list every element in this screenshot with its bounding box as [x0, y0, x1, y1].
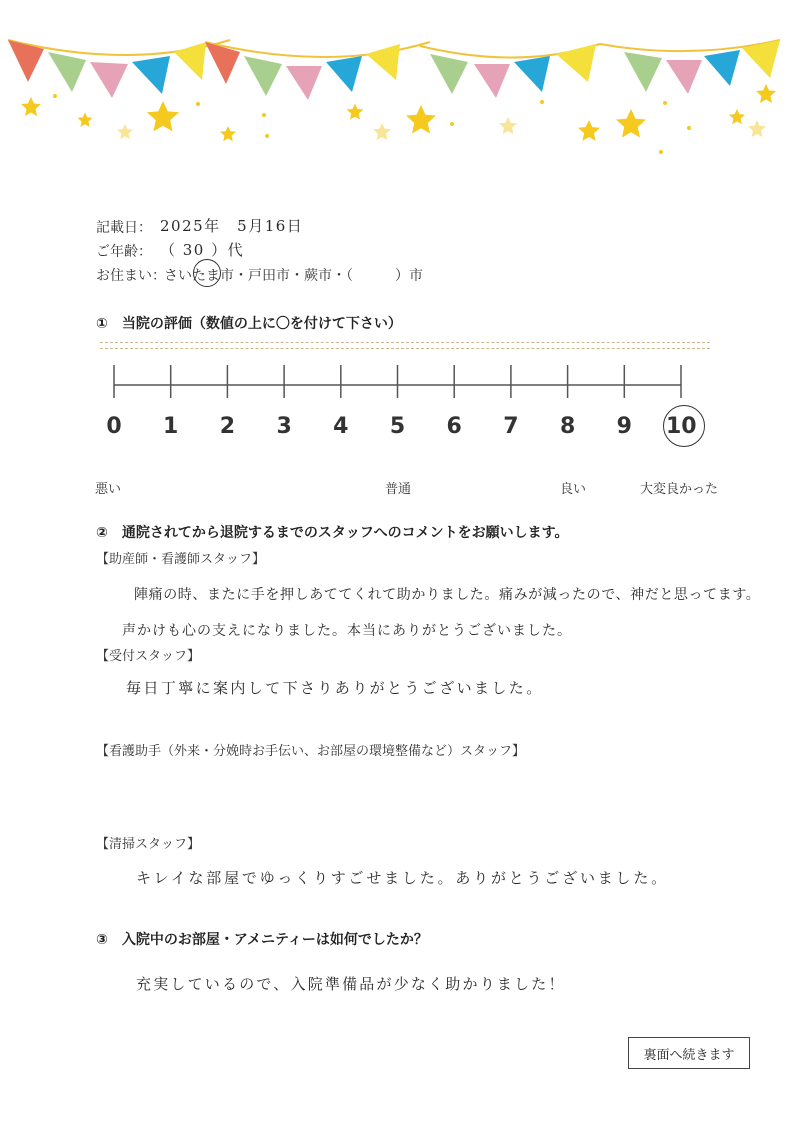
date-value: 2025年 5月16日 — [160, 217, 304, 235]
star-icon — [21, 97, 41, 116]
flag-green — [430, 54, 468, 94]
divider — [100, 342, 710, 343]
scale-number-9[interactable]: 9 — [616, 414, 632, 439]
age-value: （ 30 ）代 — [160, 241, 245, 259]
flag-green — [48, 52, 86, 92]
scale-number-2[interactable]: 2 — [219, 414, 236, 439]
star-icon — [347, 104, 364, 120]
flag-blue — [514, 56, 550, 92]
midwife-heading: 【助産師・看護師スタッフ】 — [96, 552, 266, 567]
scale-number-6[interactable]: 6 — [446, 414, 462, 439]
star-icon — [373, 123, 391, 140]
flag-blue — [704, 50, 740, 86]
flag-pink — [666, 60, 702, 94]
address-label: お住まい： — [96, 268, 166, 284]
flag-pink — [474, 64, 510, 98]
date-label: 記載日： — [96, 220, 152, 236]
cleaning-comment: キレイな部屋でゆっくりすごせました。ありがとうございました。 — [136, 869, 669, 887]
dot — [265, 134, 269, 138]
amenity-comment: 充実しているので、入院準備品が少なく助かりました！ — [136, 975, 566, 993]
star-icon — [748, 120, 766, 137]
scale-number-10[interactable]: 10 — [666, 414, 697, 439]
section1-title: ① 当院の評価（数値の上に〇を付けて下さい） — [96, 316, 402, 332]
section2-title: ② 通院されてから退院するまでのスタッフへのコメントをお願いします。 — [96, 525, 569, 541]
flag-green — [244, 56, 282, 96]
flag-pink — [286, 66, 322, 100]
scale-label-bad: 悪い — [95, 482, 122, 497]
flag-yellow — [174, 42, 206, 80]
bunting-banner — [0, 0, 800, 170]
scale-number-3[interactable]: 3 — [276, 414, 292, 439]
scale-number-4[interactable]: 4 — [333, 414, 349, 439]
dot — [53, 94, 57, 98]
age-label: ご年齢： — [96, 244, 152, 260]
flag-pink — [90, 62, 128, 98]
star-icon — [578, 120, 600, 141]
flag-blue — [326, 56, 362, 92]
scale-label-very-good: 大変良かった — [640, 482, 719, 497]
flag-yellow — [556, 44, 596, 82]
star-icon — [220, 126, 236, 141]
midwife-comment-line2: 声かけも心の支えになりました。本当にありがとうございました。 — [122, 623, 572, 639]
cleaning-heading: 【清掃スタッフ】 — [96, 837, 201, 852]
assistant-heading: 【看護助手（外来・分娩時お手伝い、お部屋の環境整備など）スタッフ】 — [96, 744, 526, 759]
scale-number-7[interactable]: 7 — [503, 414, 519, 439]
scale-number-1[interactable]: 1 — [163, 414, 179, 439]
dot — [262, 113, 266, 117]
star-icon — [616, 109, 646, 138]
dot — [663, 101, 667, 105]
scale-number-5[interactable]: 5 — [389, 414, 406, 439]
scale-label-normal: 普通 — [385, 482, 412, 497]
flag-yellow — [366, 44, 400, 80]
star-icon — [499, 117, 517, 134]
star-icon — [147, 101, 179, 131]
dot — [659, 150, 663, 154]
star-icon — [729, 109, 745, 124]
section3-title: ③ 入院中のお部屋・アメニティーは如何でしたか？ — [96, 932, 428, 948]
dot — [196, 102, 200, 106]
scale-number-0[interactable]: 0 — [106, 414, 122, 439]
address-options: さいたま市・戸田市・蕨市・（ ）市 — [164, 268, 423, 284]
reception-comment: 毎日丁寧に案内して下さりありがとうございました。 — [126, 679, 544, 697]
scale-label-good: 良い — [560, 482, 587, 497]
dot — [540, 100, 544, 104]
reception-heading: 【受付スタッフ】 — [96, 649, 201, 664]
dot — [687, 126, 691, 130]
star-icon — [756, 84, 776, 103]
selected-rating-circle — [663, 405, 705, 447]
star-icon — [117, 124, 133, 139]
selected-city-circle — [193, 259, 221, 287]
flag-blue — [132, 56, 170, 94]
divider — [100, 348, 710, 349]
rating-scale — [100, 360, 700, 410]
star-icon — [77, 112, 92, 126]
midwife-comment-line1: 陣痛の時、またに手を押しあててくれて助かりました。痛みが減ったので、神だと思ってます。 — [134, 587, 761, 603]
star-icon — [406, 105, 436, 134]
continue-note: 裏面へ続きます — [628, 1037, 750, 1069]
dot — [450, 122, 454, 126]
flag-green — [624, 52, 662, 92]
scale-number-8[interactable]: 8 — [559, 414, 576, 439]
